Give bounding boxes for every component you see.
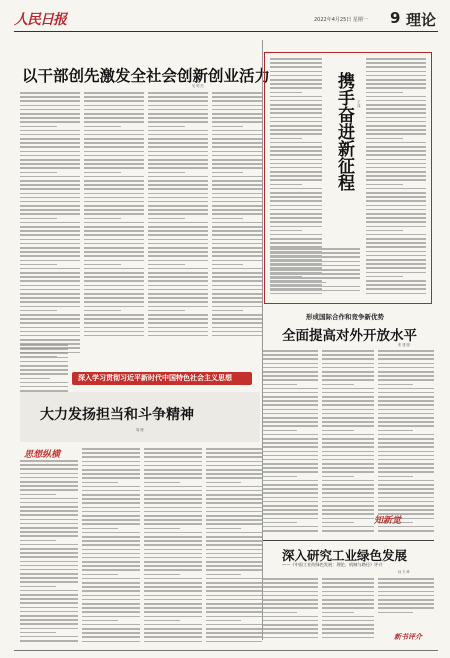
- green-column-badge: [374, 508, 401, 527]
- feature-title-text: 携手奋进新征程: [334, 72, 354, 191]
- masthead-rule: [14, 31, 438, 32]
- struggle-column-text: 思想纵横: [24, 450, 61, 460]
- green-subtitle: ——《中国工业的绿色发展：理论、机制与路径》评介: [282, 562, 383, 567]
- feature-byline: [356, 100, 360, 107]
- section-name: 理论: [406, 11, 437, 29]
- top-article-body-col3: [148, 92, 208, 340]
- struggle-byline: 周 理: [136, 428, 144, 432]
- opening-body-col2: [322, 350, 374, 538]
- top-article-body-col4: [212, 92, 262, 340]
- bottom-rule: [14, 650, 438, 651]
- opening-body-col1: [262, 350, 318, 538]
- opening-byline: 张 建 刚: [398, 343, 410, 347]
- struggle-body-col4: [206, 448, 262, 646]
- theme-banner: [72, 372, 252, 385]
- green-byline: 孙 天 琦: [398, 570, 410, 574]
- issue-date: 2022年4月25日 星期一: [314, 17, 368, 23]
- top-article-body-col2: [84, 92, 144, 340]
- feature-byline-text: 王 成: [356, 100, 361, 108]
- top-article-byline: 吴 明 杰: [192, 84, 204, 88]
- green-title: 深入研究工业绿色发展: [282, 548, 408, 563]
- green-body-col2: [322, 578, 374, 644]
- green-body-col3: [378, 578, 434, 618]
- theme-banner-text: 深入学习贯彻习近平新时代中国特色社会主义思想: [78, 374, 232, 382]
- struggle-column-badge: [24, 442, 74, 460]
- book-review-badge: [394, 624, 422, 643]
- newspaper-logo: 人民日报: [14, 12, 66, 28]
- masthead: [14, 8, 438, 30]
- opening-title: 全面提高对外开放水平: [282, 328, 417, 344]
- green-column-text: 知新觉: [374, 516, 402, 526]
- struggle-body-col1: [20, 460, 78, 646]
- struggle-title: 大力发扬担当和斗争精神: [40, 407, 194, 423]
- column-divider-main: [262, 40, 263, 640]
- opening-kicker: 形成国际合作和竞争新优势: [306, 313, 384, 321]
- feature-title: [332, 72, 354, 191]
- top-article-body-col1: [20, 92, 80, 362]
- book-review-text: 新书评介: [394, 632, 422, 641]
- feature-body-col3: [270, 248, 360, 296]
- green-body-col1: [262, 578, 318, 644]
- feature-body-col2: [366, 58, 426, 298]
- struggle-body-col2: [82, 448, 140, 646]
- green-top-rule: [262, 540, 434, 541]
- page-number: 9: [390, 9, 401, 27]
- struggle-body-col3: [144, 448, 202, 646]
- top-article-title: 以干部创先激发全社会创新创业活力: [22, 67, 271, 85]
